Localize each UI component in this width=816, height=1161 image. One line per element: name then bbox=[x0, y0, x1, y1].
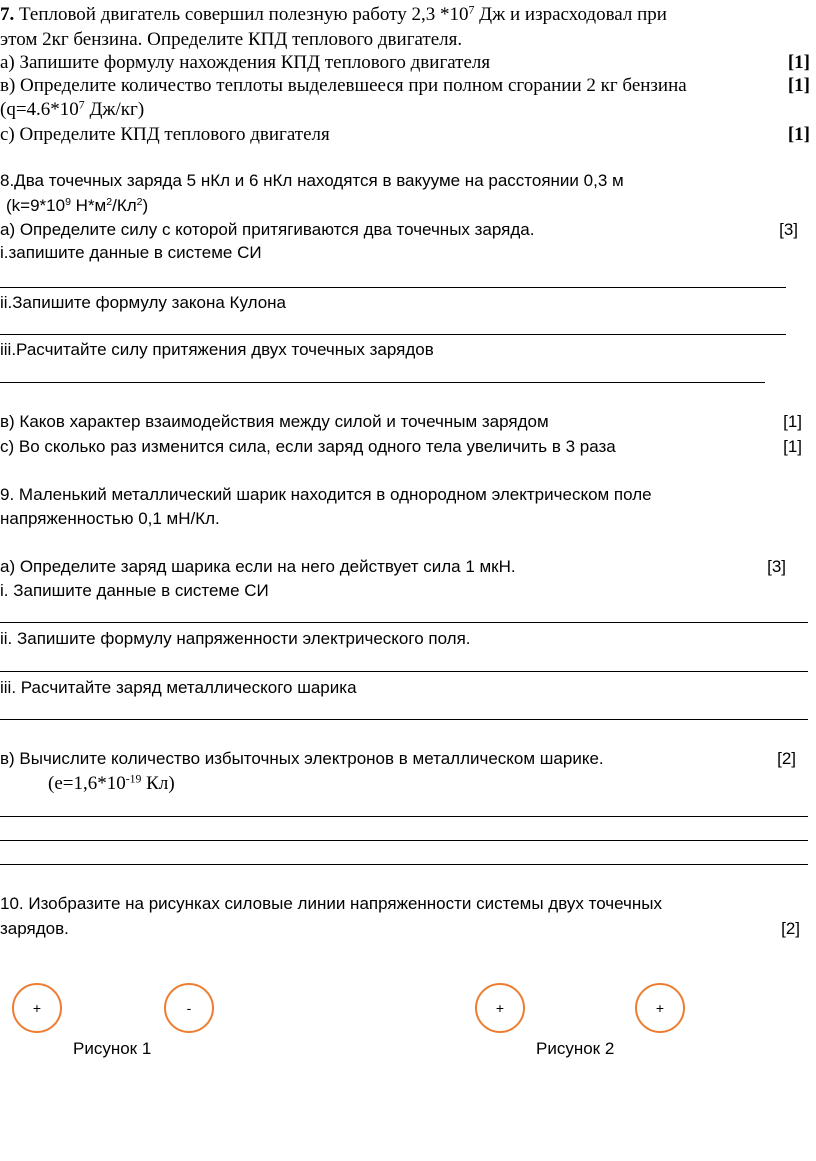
q9-line2: напряженностью 0,1 мН/Кл. bbox=[0, 509, 220, 528]
q10-line1: 10. Изобразите на рисунках силовые линии напряженности системы двух точечных bbox=[0, 894, 662, 913]
q9-part-b: в) Вычислите количество избыточных электронов в металлическом шарике. bbox=[0, 749, 604, 768]
figure-1-caption: Рисунок 1 bbox=[73, 1039, 152, 1058]
positive-charge-icon: + bbox=[12, 983, 62, 1033]
q9-part-a-ii: ii. Запишите формулу напряженности электрического поля. bbox=[0, 629, 471, 648]
q7-part-b-score: [1] bbox=[787, 75, 810, 96]
answer-line bbox=[0, 334, 786, 335]
q8-part-a-score: [3] bbox=[779, 220, 798, 239]
answer-line bbox=[0, 840, 808, 841]
q7-part-b-constant: ($q=4.6*10^7$ Дж/кг) bbox=[0, 98, 145, 120]
answer-line bbox=[0, 287, 786, 288]
q8-part-a-i: i.запишите данные в системе СИ bbox=[0, 243, 262, 262]
answer-line bbox=[0, 864, 808, 865]
negative-charge-icon: - bbox=[164, 983, 214, 1033]
q7-line1: 7. Тепловой двигатель совершил полезную работу 2,3 $*10^7$ Дж и израсходовал при bbox=[0, 3, 667, 25]
q8-part-b-score: [1] bbox=[783, 412, 802, 431]
q10-score: [2] bbox=[781, 919, 800, 938]
q8-part-c-score: [1] bbox=[783, 437, 802, 456]
answer-line bbox=[0, 382, 765, 383]
q8-part-a-ii: ii.Запишите формулу закона Кулона bbox=[0, 293, 286, 312]
q7-part-c-score: [1] bbox=[787, 124, 810, 145]
answer-line bbox=[0, 671, 808, 672]
q9-part-a: а) Определите заряд шарика если на него действует сила 1 мкН. bbox=[0, 557, 516, 576]
answer-line bbox=[0, 816, 808, 817]
q8-part-a-iii: iii.Расчитайте силу притяжения двух точечных зарядов bbox=[0, 340, 434, 359]
q9-part-b-constant: ($е=1,6*10^{-19}$ Кл) bbox=[48, 772, 175, 794]
q8-part-b: в) Каков характер взаимодействия между силой и точечным зарядом bbox=[0, 412, 549, 431]
q8-part-c: с) Во сколько раз изменится сила, если заряд одного тела увеличить в 3 раза bbox=[0, 437, 616, 456]
q8-line1: 8.Два точечных заряда 5 нКл и 6 нКл находятся в вакууме на расстоянии 0,3 м bbox=[0, 171, 624, 190]
q8-constant: ($k=9*10^9$ $Н*м^2/Кл^2$) bbox=[6, 196, 149, 215]
q7-number: 7. bbox=[0, 4, 15, 25]
answer-line bbox=[0, 622, 808, 623]
q9-part-b-score: [2] bbox=[777, 749, 796, 768]
positive-charge-icon: + bbox=[635, 983, 685, 1033]
q7-part-a-score: [1] bbox=[787, 52, 810, 73]
q7-part-c: с) Определите КПД теплового двигателя bbox=[0, 124, 330, 145]
q9-part-a-score: [3] bbox=[767, 557, 786, 576]
q8-part-a: а) Определите силу с которой притягиваются два точечных заряда. bbox=[0, 220, 535, 239]
q9-part-a-i: i. Запишите данные в системе СИ bbox=[0, 581, 269, 600]
answer-line bbox=[0, 719, 808, 720]
positive-charge-icon: + bbox=[475, 983, 525, 1033]
q9-part-a-iii: iii. Расчитайте заряд металлического шарика bbox=[0, 678, 357, 697]
q7-part-a: а) Запишите формулу нахождения КПД теплового двигателя bbox=[0, 52, 491, 73]
q9-line1: 9. Маленький металлический шарик находится в однородном электрическом поле bbox=[0, 485, 652, 504]
q7-line2: этом 2кг бензина. Определите КПД теплового двигателя. bbox=[0, 29, 463, 50]
q7-part-b: в) Определите количество теплоты выделевшееся при полном сгорании 2 кг бензина bbox=[0, 75, 687, 96]
figure-2-caption: Рисунок 2 bbox=[536, 1039, 615, 1058]
q10-line2: зарядов. bbox=[0, 919, 69, 938]
